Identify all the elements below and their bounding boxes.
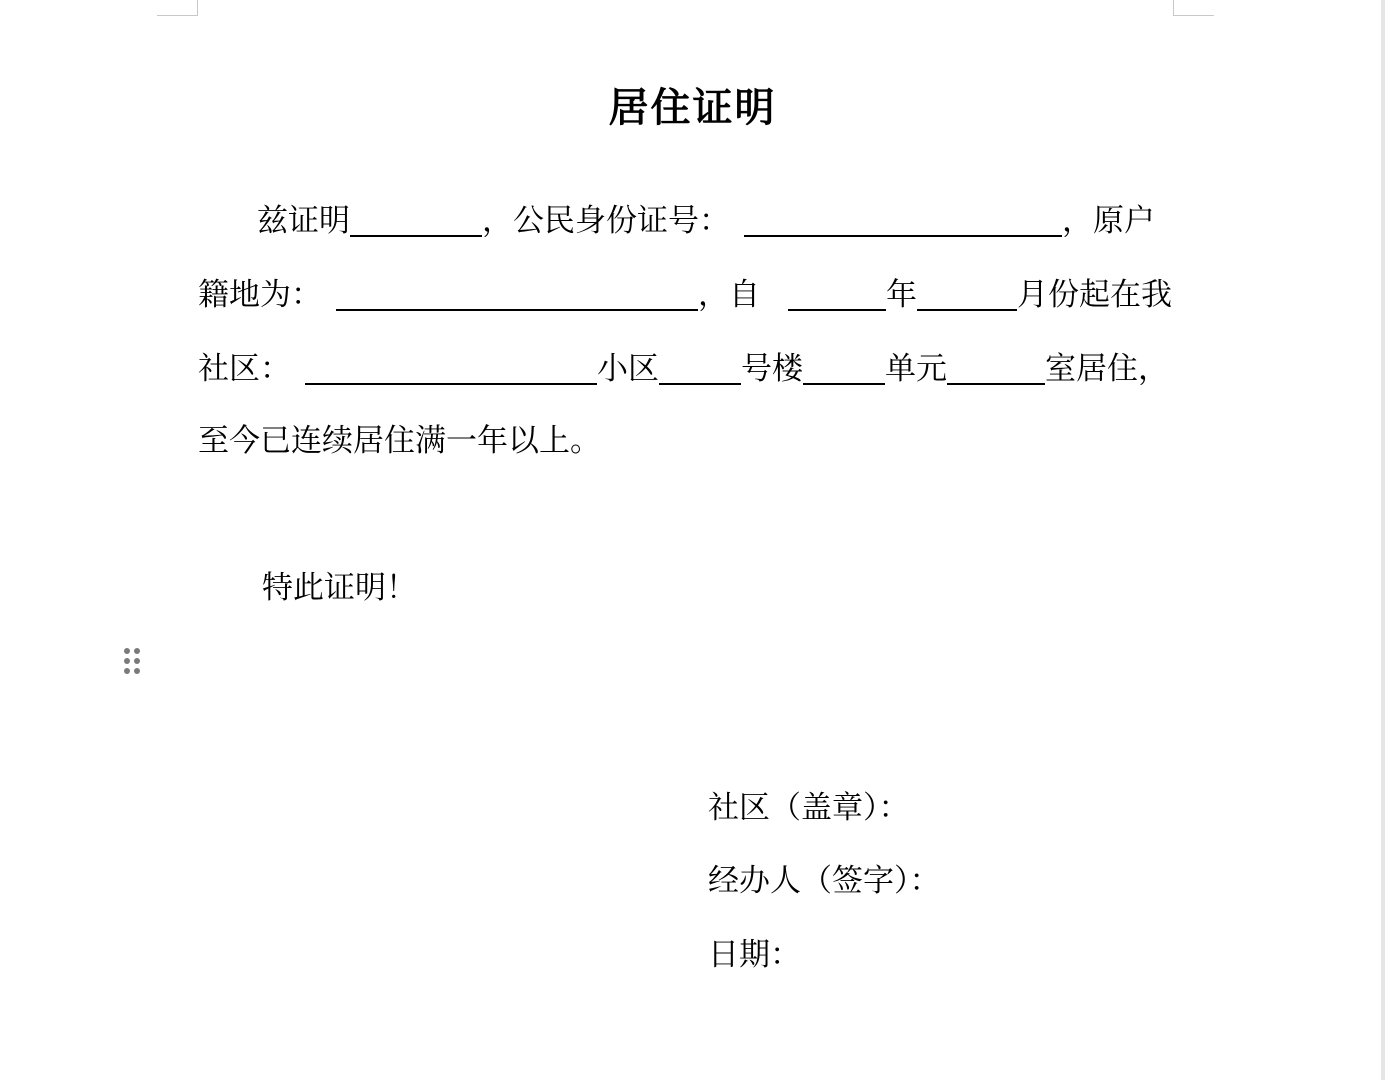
text-unit: 单元 [885, 351, 947, 387]
closing-text: 特此证明！ [262, 570, 417, 606]
text-original: ，原户 [1062, 203, 1155, 239]
handler-signature-label: 经办人（签字）： [708, 863, 941, 899]
origin-blank[interactable] [336, 277, 698, 311]
date-label: 日期： [708, 937, 801, 973]
text-estate: 小区 [597, 351, 659, 387]
text-room: 室居住， [1045, 351, 1169, 387]
crop-mark-top-left [157, 0, 198, 16]
drag-handle-icon[interactable] [122, 646, 142, 678]
document-title: 居住证明 [608, 84, 777, 131]
month-blank[interactable] [917, 277, 1017, 311]
text-year: 年 [886, 277, 917, 313]
paragraph-line-4: 至今已连续居住满一年以上。 [198, 423, 601, 459]
scrollbar[interactable] [1381, 0, 1385, 1080]
crop-mark-top-right [1173, 0, 1214, 16]
text-household-origin: 籍地为： [198, 277, 322, 313]
community-blank[interactable] [305, 351, 597, 385]
text-building: 号楼 [741, 351, 803, 387]
text-month-start: 月份起在我 [1017, 277, 1172, 313]
name-blank[interactable] [350, 203, 482, 237]
text-since: ，自 [698, 277, 760, 313]
estate-blank[interactable] [659, 351, 741, 385]
paragraph-line-2 [198, 273, 1178, 317]
text-id-number: ，公民身份证号： [482, 203, 730, 239]
id-number-blank[interactable] [744, 203, 1062, 237]
paragraph-line-1 [257, 199, 1237, 243]
community-seal-label: 社区（盖章）： [708, 790, 910, 826]
text-certify: 兹证明 [257, 203, 350, 239]
unit-blank[interactable] [947, 351, 1045, 385]
building-blank[interactable] [803, 351, 885, 385]
paragraph-line-3 [198, 347, 1178, 391]
year-blank[interactable] [788, 277, 886, 311]
text-community: 社区： [198, 351, 291, 387]
